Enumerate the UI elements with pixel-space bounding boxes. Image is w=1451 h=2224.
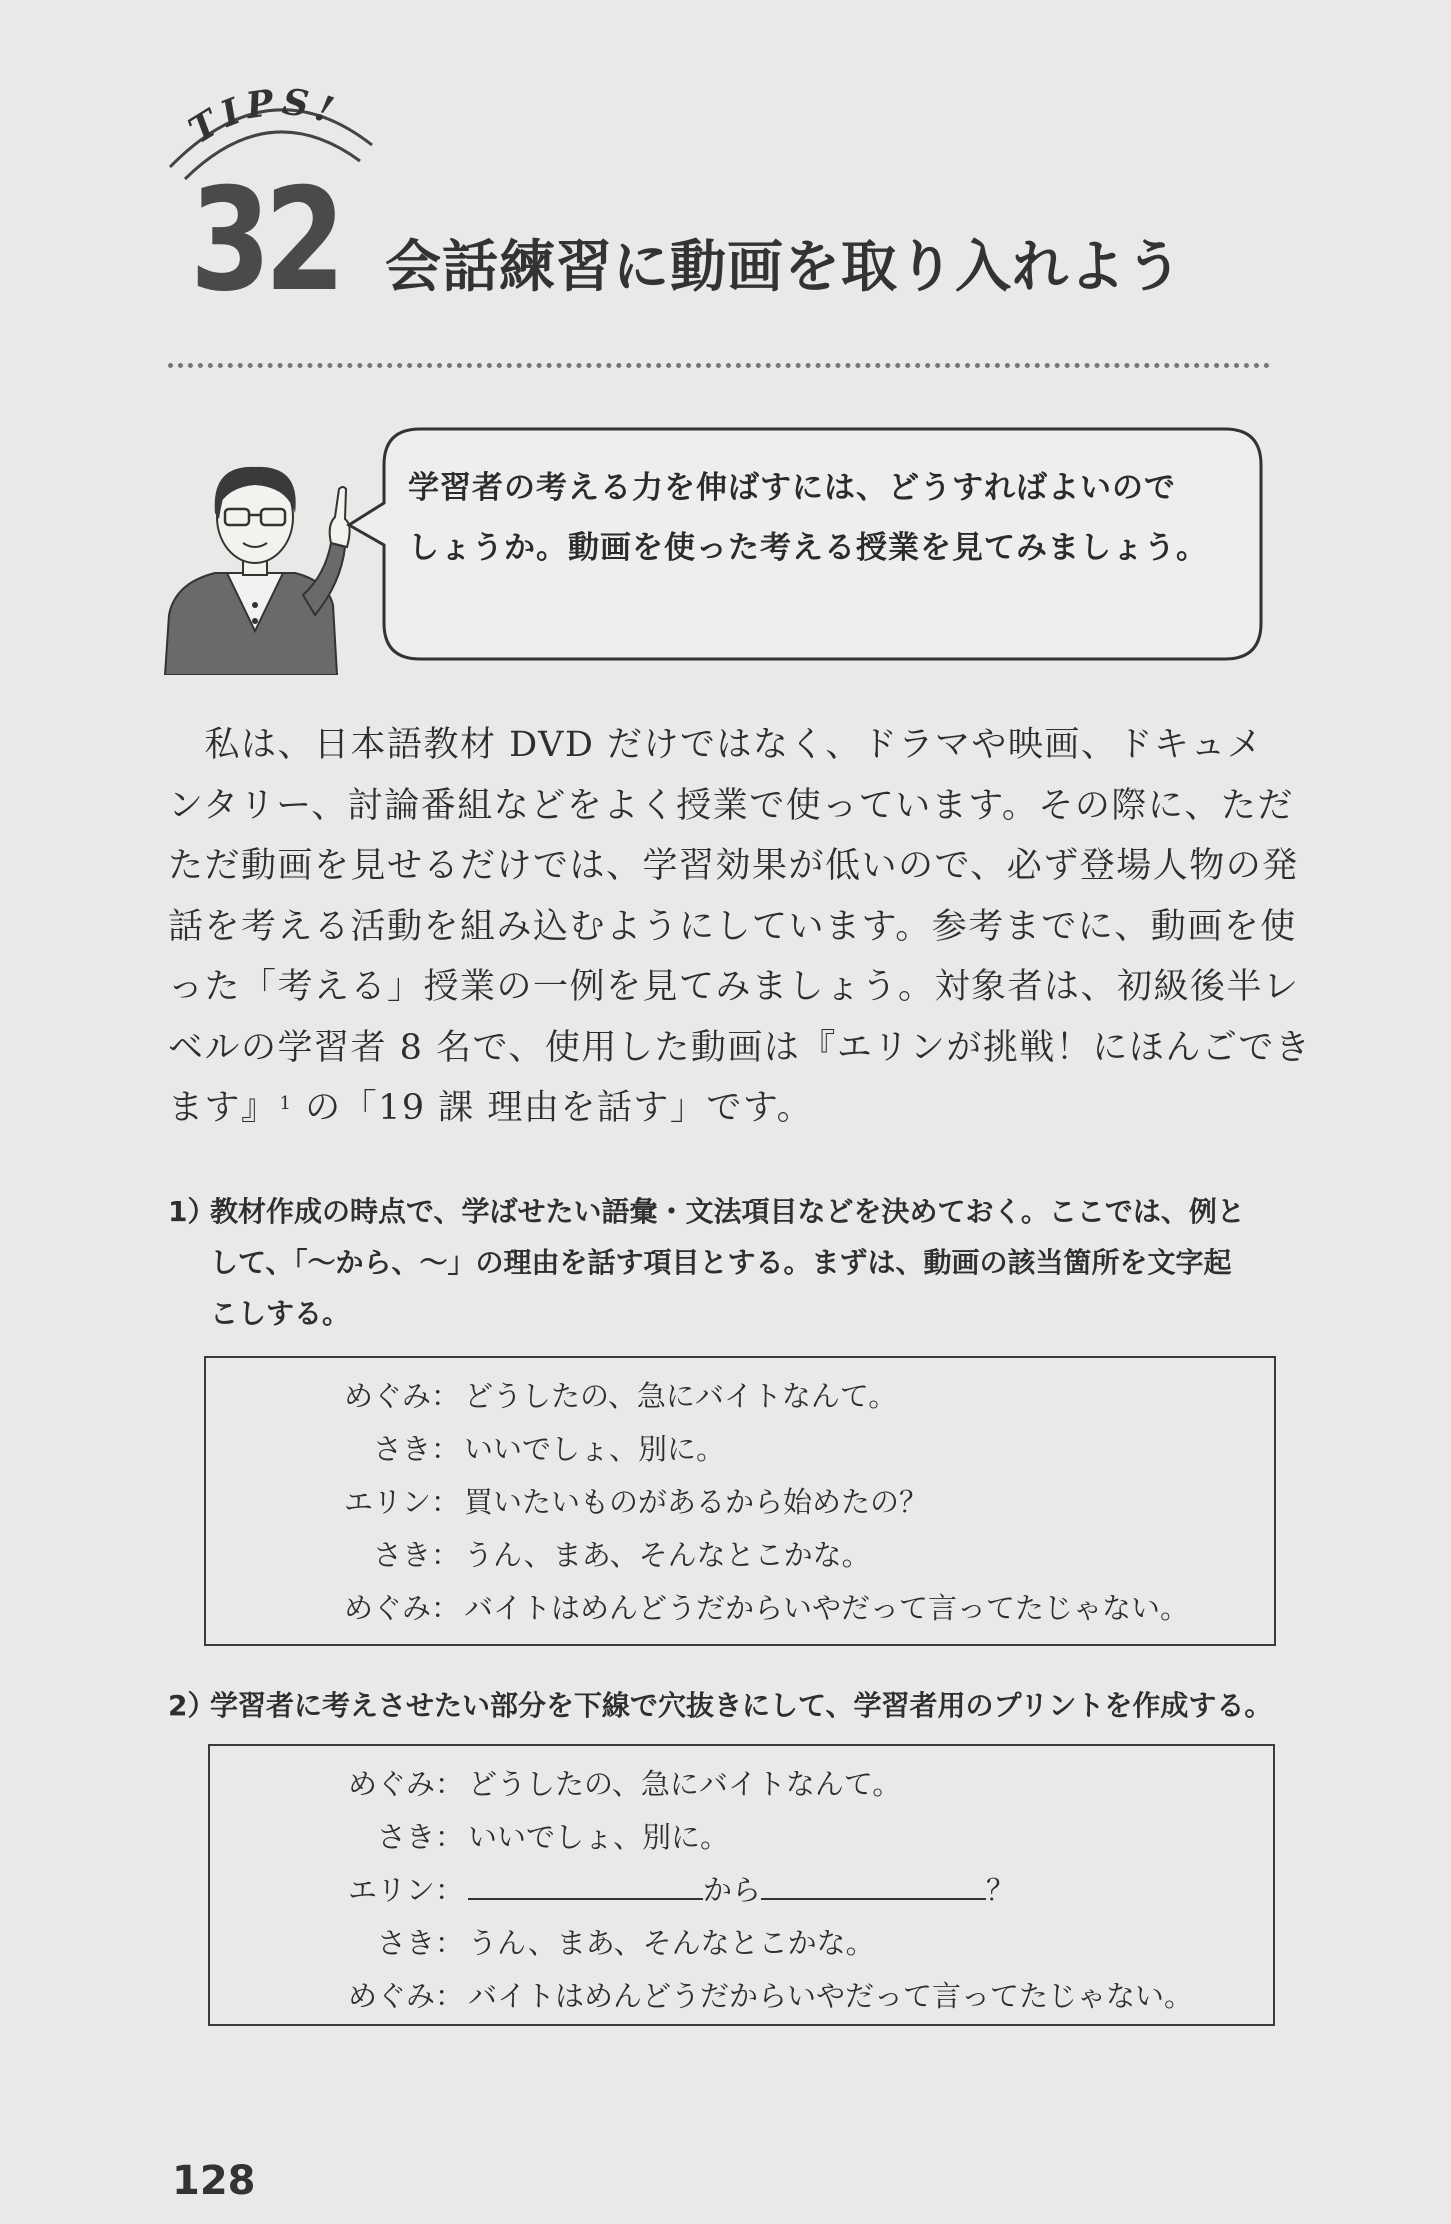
blank-connector: から [703, 1873, 762, 1907]
utterance-with-blanks [468, 1864, 1015, 1917]
paragraph-line: ンタリー、討論番組などをよく授業で使っています。その際に、ただ [168, 785, 1294, 826]
step-2 [168, 1680, 1278, 1731]
colon: ： [435, 1979, 465, 2013]
dotted-divider [168, 363, 1270, 368]
answer-blank [761, 1868, 986, 1900]
dialogue-line [206, 1370, 1274, 1423]
colon: ： [435, 1873, 465, 1907]
colon: ： [435, 1820, 465, 1854]
tip-number: 32 [190, 158, 339, 323]
paragraph-text: の「19 課 理由を話す」です。 [305, 1088, 814, 1128]
paragraph-line: 話を考える活動を組み込むようにしています。参考までに、動画を使 [168, 906, 1297, 947]
utterance: バイトはめんどうだからいやだって言ってたじゃない。 [468, 1979, 1194, 2013]
speaker: さき [376, 1926, 435, 1960]
dialogue-line [210, 1758, 1273, 1811]
dialogue-box-worksheet [208, 1744, 1275, 2026]
colon: ： [431, 1379, 461, 1413]
step-1 [168, 1186, 1278, 1339]
step-number: 1） [168, 1195, 216, 1228]
utterance: いいでしょ、別に。 [464, 1432, 726, 1466]
speaker: めぐみ [343, 1379, 431, 1413]
tips-label: TIPS! [181, 80, 345, 152]
utterance: いいでしょ、別に。 [468, 1820, 730, 1854]
utterance: 買いたいものがあるから始めたの？ [464, 1485, 929, 1519]
paragraph-line: ベルの学習者 8 名で、使用した動画は『エリンが挑戦！にほんごでき [168, 1027, 1312, 1068]
step-text: 学習者に考えさせたい部分を下線で穴抜きにして、学習者用のプリントを作成する。 [210, 1689, 1273, 1722]
speaker: さき [372, 1538, 431, 1572]
colon: ： [431, 1591, 461, 1625]
dialogue-line [206, 1476, 1274, 1529]
speaker: エリン [343, 1485, 431, 1519]
paragraph-line: ただ動画を見せるだけでは、学習効果が低いので、必ず登場人物の発 [168, 846, 1299, 886]
step-line: して、「〜から、〜」の理由を話す項目とする。まずは、動画の該当箇所を文字起 [210, 1246, 1232, 1279]
bubble-text [408, 458, 1248, 578]
colon: ： [431, 1538, 461, 1572]
utterance: どうしたの、急にバイトなんて。 [464, 1379, 898, 1413]
bubble-line: しょうか。動画を使った考える授業を見てみましょう。 [408, 530, 1208, 566]
bubble-line: 学習者の考える力を伸ばすには、どうすればよいので [408, 470, 1176, 506]
step-line [168, 1680, 1278, 1731]
utterance: バイトはめんどうだからいやだって言ってたじゃない。 [464, 1591, 1190, 1625]
footnote-marker: 1 [279, 1093, 293, 1114]
utterance: うん、まあ、そんなとこかな。 [464, 1538, 871, 1572]
colon: ： [431, 1432, 461, 1466]
speaker: エリン [347, 1873, 435, 1907]
answer-blank [468, 1868, 703, 1900]
speaker: めぐみ [343, 1591, 431, 1625]
dialogue-line [210, 1811, 1273, 1864]
colon: ： [435, 1926, 465, 1960]
paragraph-line: 私は、日本語教材 DVD だけではなく、ドラマや映画、ドキュメ [168, 725, 1264, 765]
paragraph-line [168, 1078, 1278, 1139]
dialogue-line [210, 1917, 1273, 1970]
page-title: 会話練習に動画を取り入れよう [385, 235, 1183, 300]
step-number: 2） [168, 1689, 216, 1722]
dialogue-line [206, 1582, 1274, 1635]
colon: ： [431, 1485, 461, 1519]
utterance: どうしたの、急にバイトなんて。 [468, 1767, 902, 1801]
question-mark: ？ [986, 1873, 1016, 1907]
svg-text:TIPS! [182, 81, 345, 152]
step-text: 教材作成の時点で、学ばせたい語彙・文法項目などを決めておく。ここでは、例と [210, 1195, 1245, 1228]
paragraph-text: ます』 [168, 1088, 278, 1128]
dialogue-line [206, 1529, 1274, 1582]
page-number: 128 [172, 2158, 256, 2204]
dialogue-line [210, 1970, 1273, 2023]
speaker: めぐみ [347, 1979, 435, 2013]
body-paragraph [168, 715, 1312, 1139]
dialogue-box-transcript [204, 1356, 1276, 1646]
colon: ： [435, 1767, 465, 1801]
paragraph-line: った「考える」授業の一例を見てみましょう。対象者は、初級後半レ [168, 967, 1300, 1007]
dialogue-line [206, 1423, 1274, 1476]
step-line: こしする。 [210, 1297, 351, 1330]
step-line [168, 1186, 1278, 1237]
speaker: さき [376, 1820, 435, 1854]
speaker: めぐみ [347, 1767, 435, 1801]
utterance: うん、まあ、そんなとこかな。 [468, 1926, 875, 1960]
dialogue-line [210, 1864, 1273, 1917]
speaker: さき [372, 1432, 431, 1466]
teacher-illustration [155, 455, 355, 675]
